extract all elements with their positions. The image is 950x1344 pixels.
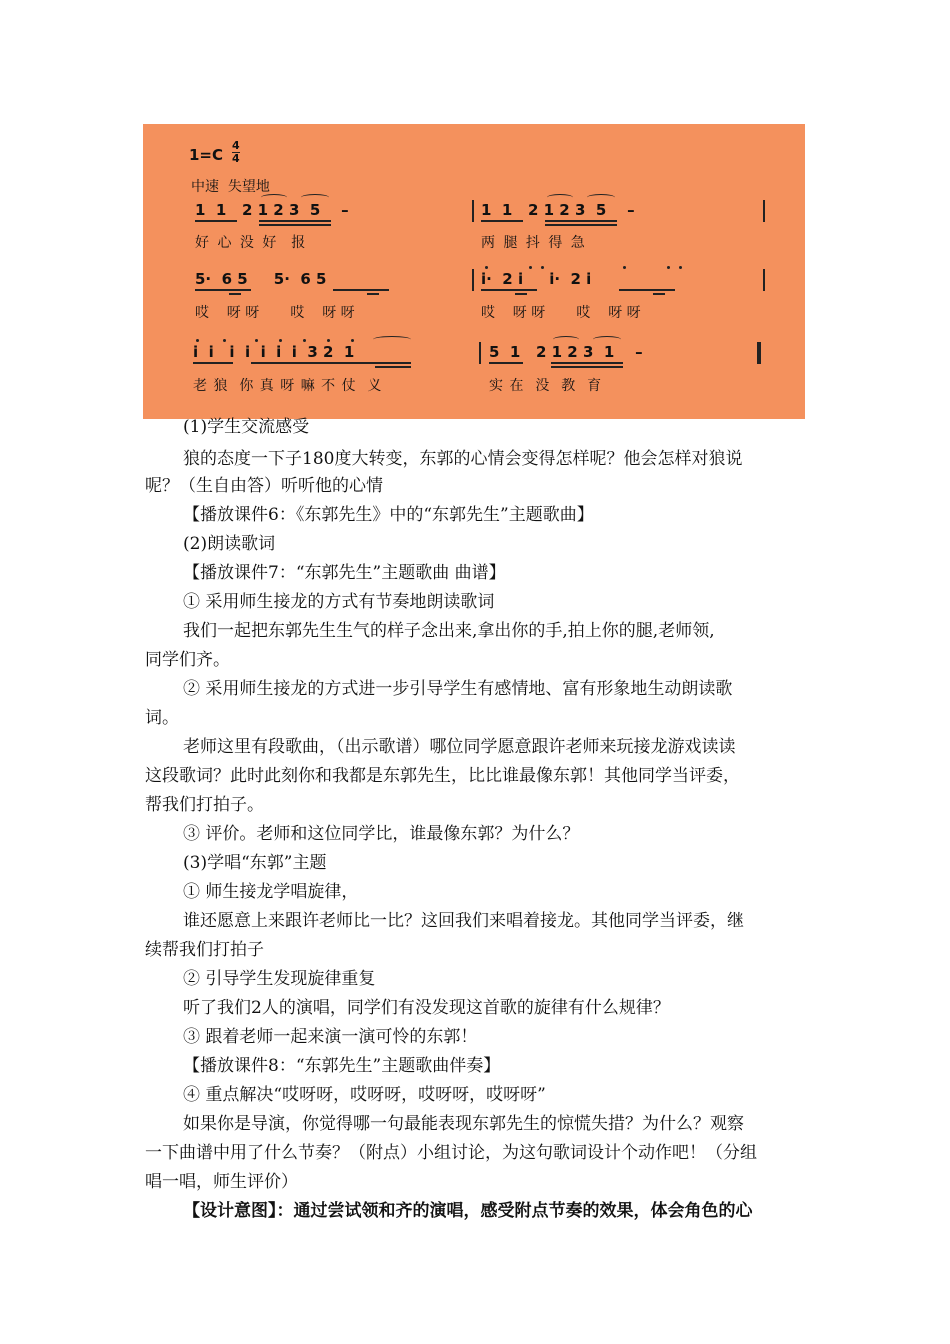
paragraph: 唱一唱，师生评价） (145, 1172, 298, 1192)
notes-row2-b: i· 2 i i· 2 i (481, 270, 592, 288)
paragraph: 续帮我们打拍子 (145, 940, 264, 960)
paragraph: 听了我们2人的演唱，同学们有没发现这首歌的旋律有什么规律？ (183, 998, 670, 1018)
music-score-image (143, 124, 805, 419)
lyrics-row1-b: 两 腿 抖 得 急 (481, 235, 587, 251)
key-signature: 1=C (189, 146, 224, 164)
paragraph: ② 采用师生接龙的方式进一步引导学生有感情地、富有形象地生动朗读歌 (183, 679, 733, 699)
paragraph: ① 师生接龙学唱旋律， (183, 882, 359, 902)
paragraph: 帮我们打拍子。 (145, 795, 264, 815)
paragraph: (3)学唱“东郭”主题 (183, 853, 327, 873)
lyrics-row2-a: 哎 呀 呀 哎 呀 呀 (195, 305, 355, 321)
paragraph: 狼的态度一下子180度大转变，东郭的心情会变得怎样呢？他会怎样对狼说 (183, 449, 743, 469)
notes-row1-b: 1 1 2 1 2 3 5 – (481, 201, 635, 219)
paragraph: 呢？（生自由答）听听他的心情 (145, 476, 383, 496)
paragraph: 词。 (145, 708, 179, 728)
lyrics-row2-b: 哎 呀 呀 哎 呀 呀 (481, 305, 641, 321)
paragraph: 老师这里有段歌曲，（出示歌谱）哪位同学愿意跟许老师来玩接龙游戏读读 (183, 737, 736, 757)
notes-row3-b: 5 1 2 1 2 3 1 – (489, 343, 643, 361)
paragraph: 如果你是导演，你觉得哪一句最能表现东郭先生的惊慌失措？为什么？观察 (183, 1114, 744, 1134)
notes-row3-a: i i i i i i i 3 2 1 (193, 343, 355, 361)
paragraph: 【播放课件6：《东郭先生》中的“东郭先生”主题歌曲】 (183, 505, 594, 525)
paragraph: ③ 跟着老师一起来演一演可怜的东郭！ (183, 1027, 478, 1047)
barline (472, 269, 474, 291)
paragraph: (1)学生交流感受 (183, 417, 310, 437)
lyrics-row1-a: 好 心 没 好 报 (195, 235, 308, 251)
barline (763, 269, 765, 291)
paragraph: 谁还愿意上来跟许老师比一比？这回我们来唱着接龙。其他同学当评委，继 (183, 911, 744, 931)
time-signature-bottom: 4 (232, 152, 240, 165)
paragraph: ① 采用师生接龙的方式有节奏地朗读歌词 (183, 592, 495, 612)
paragraph: 我们一起把东郭先生生气的样子念出来,拿出你的手,拍上你的腿,老师领, (183, 621, 715, 641)
paragraph: 【播放课件7：“东郭先生”主题歌曲 曲谱】 (183, 563, 506, 583)
paragraph: 这段歌词？此时此刻你和我都是东郭先生，比比谁最像东郭！其他同学当评委， (145, 766, 740, 786)
paragraph: ③ 评价。老师和这位同学比，谁最像东郭？为什么？ (183, 824, 580, 844)
barline (472, 200, 474, 222)
notes-row2-a: 5· 6 5 5· 6 5 (195, 270, 327, 288)
lyrics-row3-b: 实 在 没 教 育 (489, 378, 603, 394)
final-barline (757, 342, 761, 364)
design-intent-paragraph: 【设计意图】：通过尝试领和齐的演唱，感受附点节奏的效果，体会角色的心 (183, 1201, 753, 1221)
paragraph: (2)朗读歌词 (183, 534, 276, 554)
paragraph: 一下曲谱中用了什么节奏？（附点）小组讨论，为这句歌词设计个动作吧！（分组 (145, 1143, 757, 1163)
paragraph: 同学们齐。 (145, 650, 230, 670)
notes-row1-a: 1 1 2 1 2 3 5 – (195, 201, 349, 219)
tempo-marking: 中速 失望地 (191, 179, 270, 195)
barline (479, 342, 481, 364)
lyrics-row3-a: 老 狼 你 真 呀 嘛 不 仗 义 (193, 378, 383, 394)
paragraph: 【播放课件8：“东郭先生”主题歌曲伴奏】 (183, 1056, 501, 1076)
paragraph: ② 引导学生发现旋律重复 (183, 969, 376, 989)
paragraph: ④ 重点解决“哎呀呀，哎呀呀，哎呀呀，哎呀呀” (183, 1085, 546, 1105)
barline (763, 200, 765, 222)
time-signature-top: 4 (232, 139, 240, 152)
